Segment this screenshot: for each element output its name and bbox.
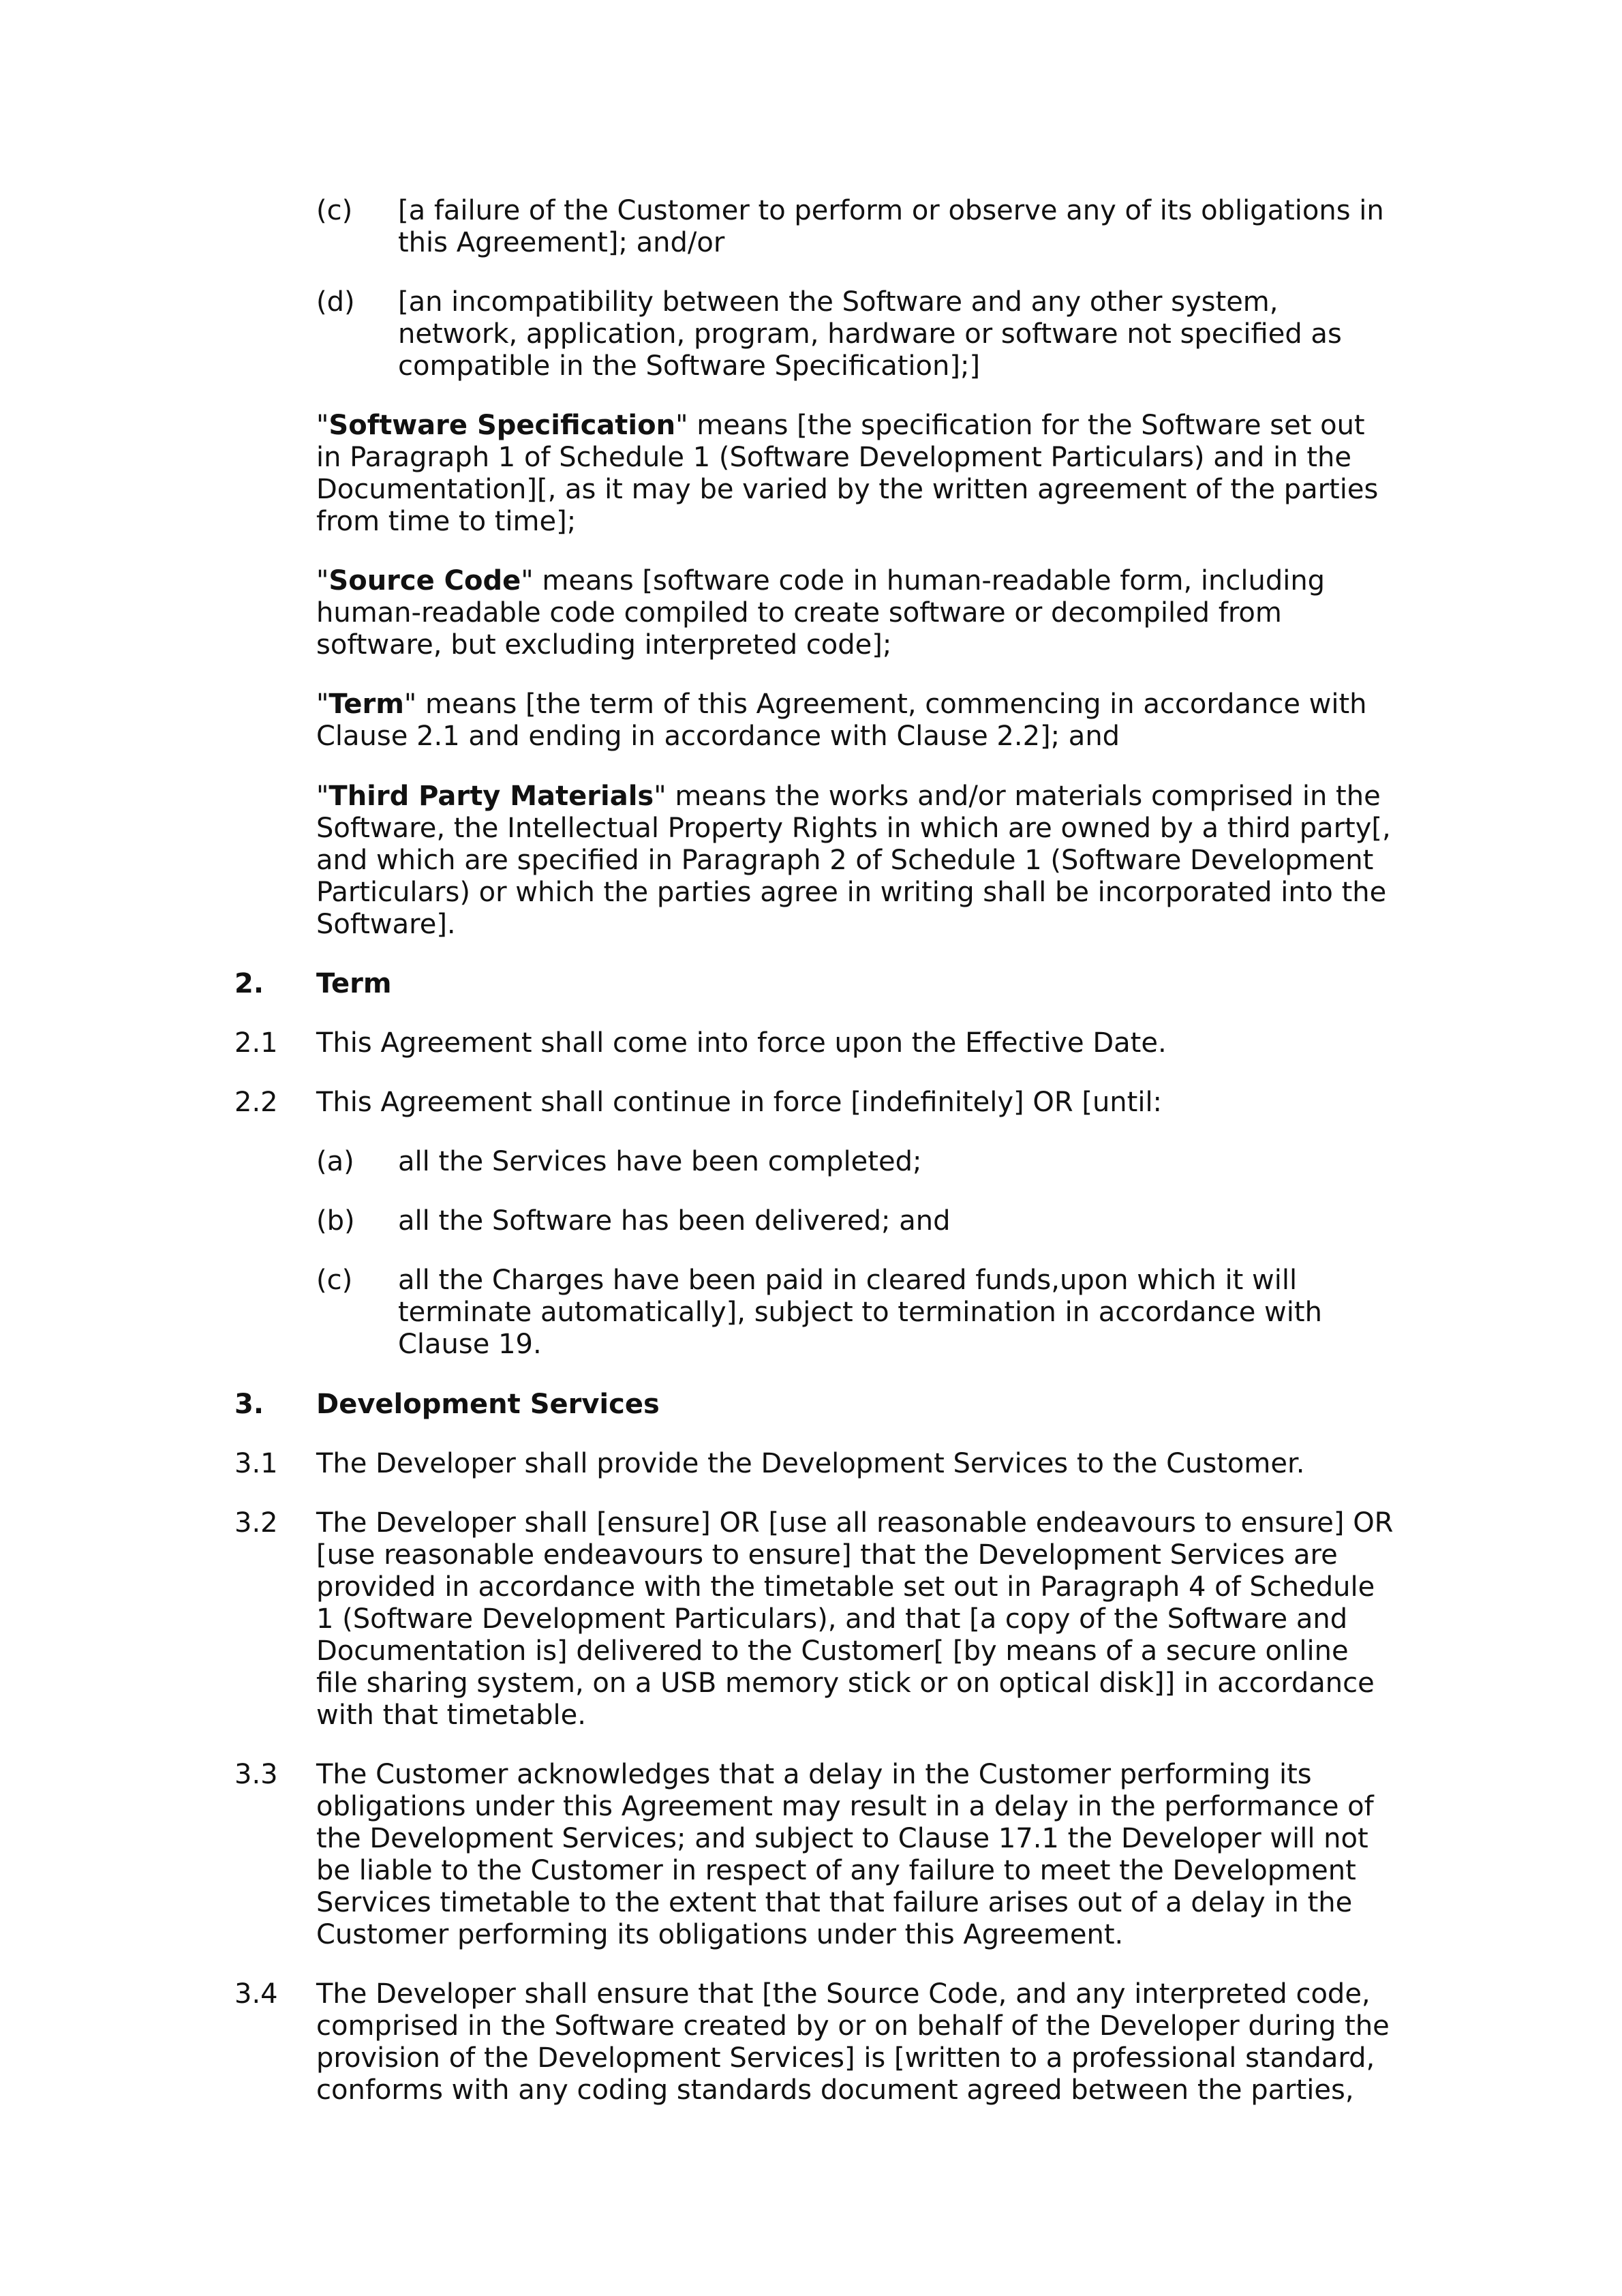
clause-number: 3.3	[234, 1759, 278, 1790]
clause-text: The Developer shall ensure that [the Source Code, and any interpreted code, comprised in the Software created by or on behalf of the Developer during the provision of the Development Services] is [written to a professional standard, conforms with any coding standards document agreed between the parties,	[316, 1978, 1390, 2106]
clause-number: 3.2	[234, 1507, 278, 1539]
clause-text: The Developer shall provide the Development Services to the Customer.	[316, 1448, 1305, 1479]
clause-text: This Agreement shall continue in force [indefinitely] OR [until:	[316, 1087, 1163, 1118]
clause-number: 2.2	[234, 1087, 278, 1118]
list-item-text: [a failure of the Customer to perform or observe any of its obligations in this Agreement]; and/or	[398, 195, 1384, 258]
list-label: (a)	[316, 1146, 354, 1177]
list-label: (c)	[316, 1265, 353, 1296]
list-item-text: all the Charges have been paid in cleared funds,upon which it will terminate automatically], subject to termination in accordance with Clause 19.	[398, 1265, 1322, 1360]
defined-term: Software Specification	[328, 410, 676, 441]
definition-term: "Term" means [the term of this Agreement, commencing in accordance with Clause 2.1 and ending in accordance with Clause 2.2]; and	[316, 689, 1367, 752]
clause-text: This Agreement shall come into force upon the Effective Date.	[316, 1027, 1167, 1059]
clause-number: 2.	[234, 968, 264, 999]
defined-term: Source Code	[328, 565, 521, 596]
clause-text: The Customer acknowledges that a delay in the Customer performing its obligations under this Agreement may result in a delay in the performance of the Development Services; and subject to Clause 17.1 the Developer will not be liable to the Customer in respect of any failure to meet the Development Services timetable to the extent that that failure arises out of a delay in the Customer performing its obligations under this Agreement.	[316, 1759, 1374, 1950]
clause-number: 2.1	[234, 1027, 278, 1059]
definition-software-specification: "Software Specification" means [the specification for the Software set out in Paragraph 1 of Schedule 1 (Software Development Particulars) and in the Documentation][, as it may be varied by the written agreement of the parties from time to time];	[316, 410, 1379, 537]
list-label: (d)	[316, 286, 355, 318]
clause-number: 3.4	[234, 1978, 278, 2010]
list-label: (c)	[316, 195, 353, 226]
clause-text: The Developer shall [ensure] OR [use all reasonable endeavours to ensure] OR [use reasonable endeavours to ensure] that the Development Services are provided in accordance with the timetable set out in Paragraph 4 of Schedule 1 (Software Development Particulars), and that [a copy of the Software and Documentation is] delivered to the Customer[ [by means of a secure online file sharing system, on a USB memory stick or on optical disk]] in accordance with that timetable.	[316, 1507, 1394, 1731]
list-item-text: [an incompatibility between the Software and any other system, network, application, program, hardware or software not specified as compatible in the Software Specification];]	[398, 286, 1342, 382]
clause-heading: Term	[316, 968, 392, 999]
list-item-text: all the Software has been delivered; and	[398, 1205, 951, 1237]
clause-heading: Development Services	[316, 1389, 660, 1420]
clause-number: 3.1	[234, 1448, 278, 1479]
list-label: (b)	[316, 1205, 355, 1237]
defined-term: Term	[328, 689, 404, 720]
defined-term: Third Party Materials	[328, 781, 654, 812]
definition-source-code: "Source Code" means [software code in human-readable form, including human-readable code compiled to create software or decompiled from software, but excluding interpreted code];	[316, 565, 1326, 661]
definition-third-party-materials: "Third Party Materials" means the works and/or materials comprised in the Software, the Intellectual Property Rights in which are owned by a third party[, and which are specified in Paragraph 2 of Schedule 1 (Software Development Particulars) or which the parties agree in writing shall be incorporated into the Software].	[316, 781, 1391, 940]
list-item-text: all the Services have been completed;	[398, 1146, 922, 1177]
clause-number: 3.	[234, 1389, 264, 1420]
